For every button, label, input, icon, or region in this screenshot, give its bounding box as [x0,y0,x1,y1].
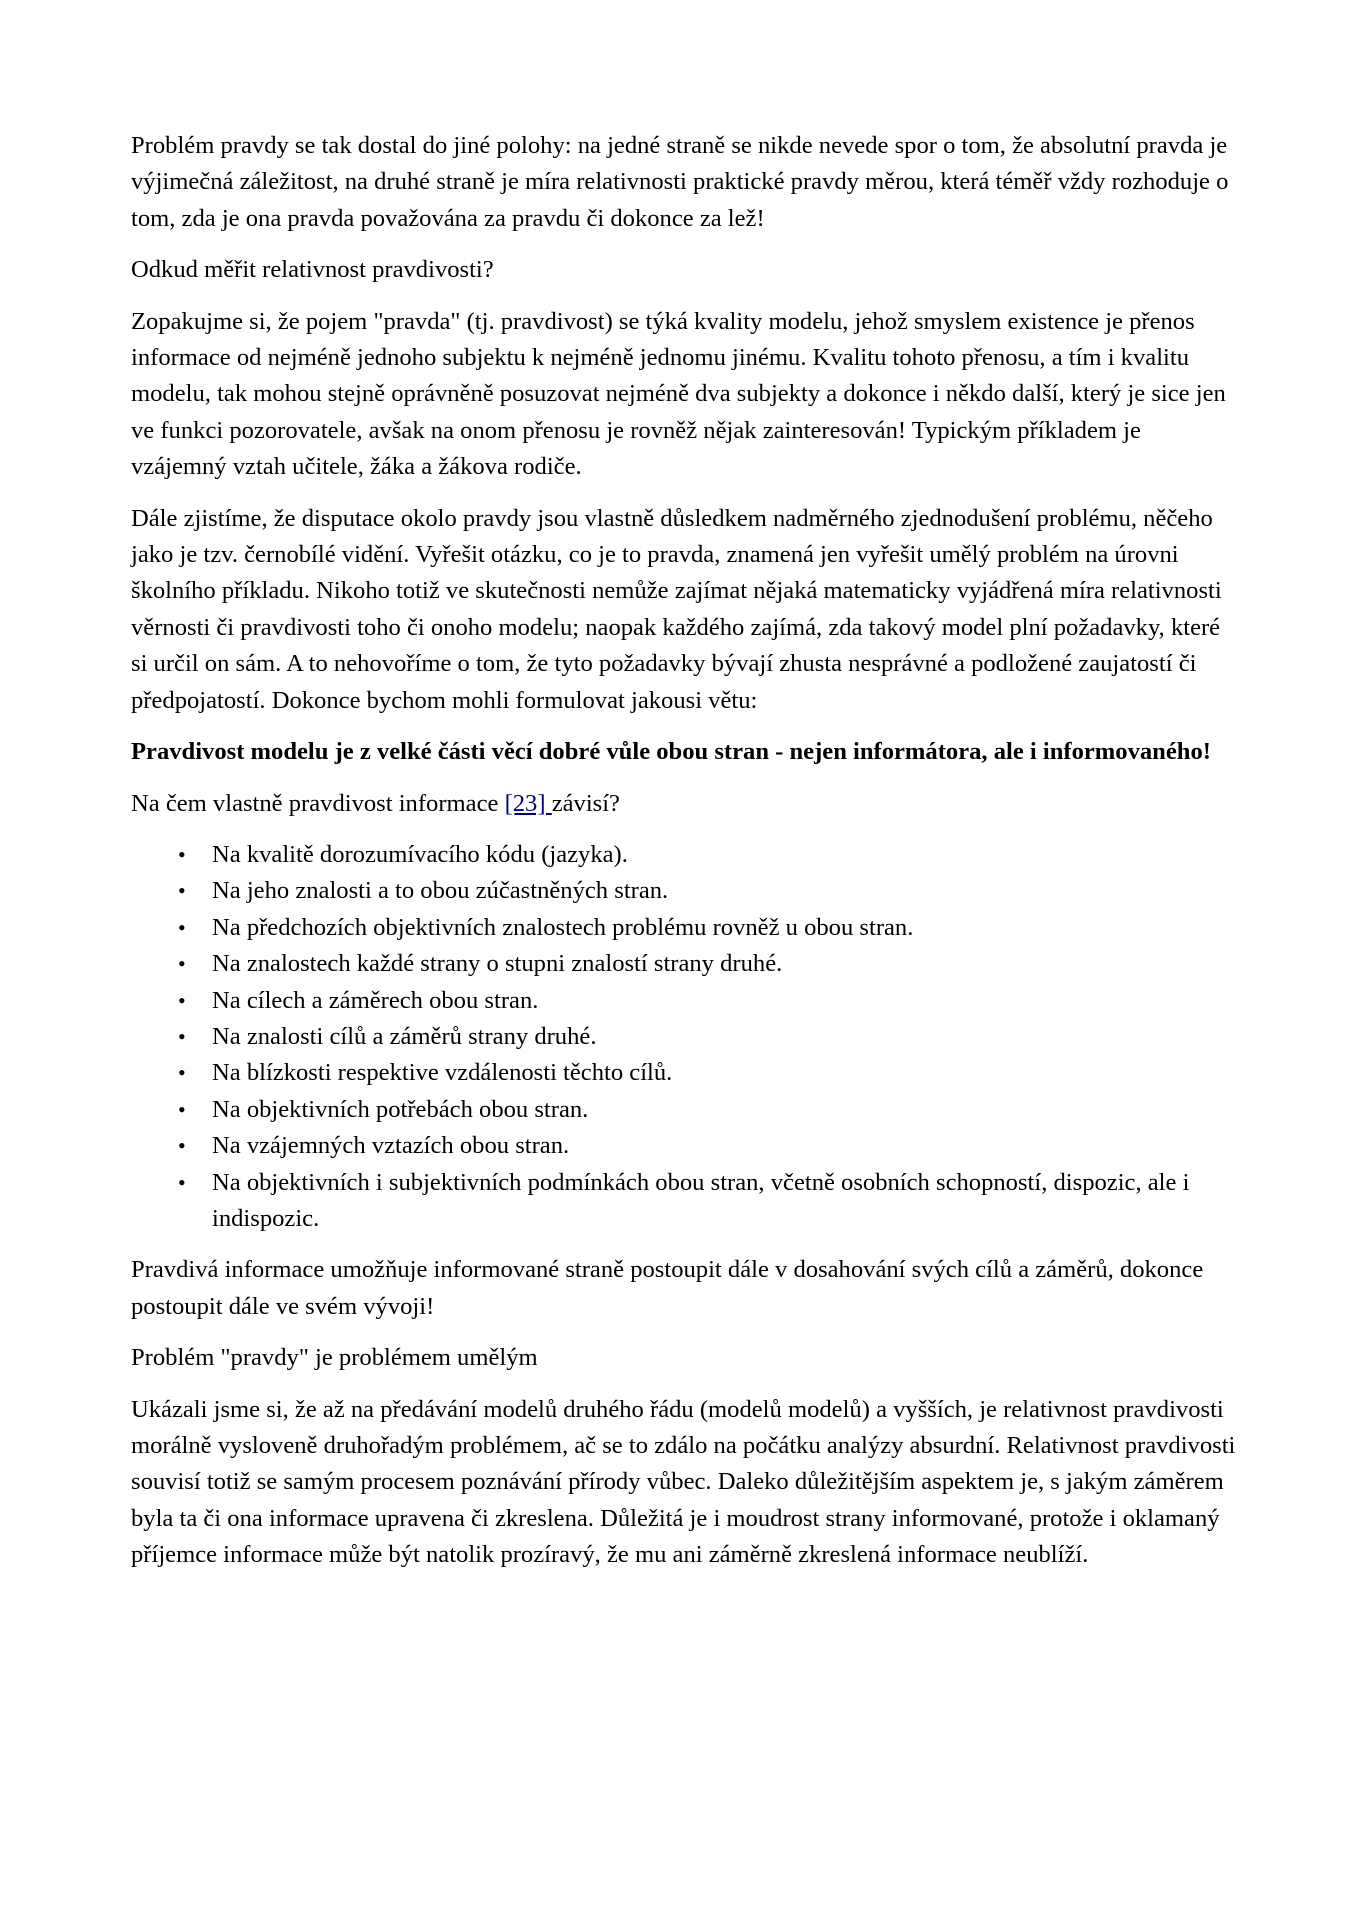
question-text: Na čem vlastně pravdivost informace [131,789,505,817]
paragraph-disputes: Dále zjistíme, že disputace okolo pravdy jsou vlastně důsledkem nadměrného zjednodušení problému, něčeho jako je tzv. černobílé vidění. Vyřešit otázku, co je to pravda, znamená jen vyřešit umělý problém na úrovni školního příkladu. Nikoho totiž ve skutečnosti nemůže zajímat nějaká matematicky vyjádřená míra relativnosti věrnosti či pravdivosti toho či onoho modelu; naopak každého zajímá, zda takový model plní požadavky, které si určil on sám. A to nehovoříme o tom, že tyto požadavky bývají zhusta nesprávné a podložené zaujatostí či předpojatostí. Dokonce bychom mohli formulovat jakousi větu: [131,504,1222,714]
paragraph-problem-of-truth: Problém pravdy se tak dostal do jiné polohy: na jedné straně se nikde nevede spor o tom, že absolutní pravda je výjimečná záležitost, na druhé straně je míra relativnosti praktické pravdy měrou, která téměř vždy rozhoduje o tom, zda je ona pravda považována za pravdu či dokonce za lež! [131,132,1229,232]
bullet-icon: • [178,1060,186,1086]
bullet-icon: • [178,1169,186,1195]
paragraph-conclusion: Ukázali jsme si, že až na předávání modelů druhého řádu (modelů modelů) a vyšších, je relativnost pravdivosti morálně vysloveně druhořadým problémem, ač se to zdálo na počátku analýzy absurdní. Relativnost pravdivosti souvisí totiž se samým procesem poznávání přírody vůbec. Daleko důležitějším aspektem je, s jakým záměrem byla ta či ona informace upravena či zkreslena. Důležitá je i moudrost strany informované, protože i oklamaný příjemce informace může být natolik prozíravý, že mu ani záměrně zkreslená informace neublíží. [131,1395,1236,1569]
list-item [178,1128,1241,1164]
list-item [178,1055,1241,1091]
dependencies-list [131,837,1241,1237]
question-text-end: závisí? [551,789,620,817]
bullet-icon: • [178,878,186,904]
list-item-text: Na objektivních potřebách obou stran. [212,1095,589,1123]
list-item-text: Na znalosti cílů a záměrů strany druhé. [212,1022,597,1050]
bullet-icon: • [178,987,186,1013]
list-item-text: Na vzájemných vztazích obou stran. [212,1132,570,1160]
heading-artificial-problem: Problém "pravdy" je problémem umělým [131,1344,538,1372]
list-item [178,910,1241,946]
bullet-icon: • [178,951,186,977]
bullet-icon: • [178,1023,186,1049]
list-item-text: Na blízkosti respektive vzdálenosti těchto cílů. [212,1059,673,1087]
list-item-text: Na znalostech každé strany o stupni znalostí strany druhé. [212,950,783,978]
bullet-icon: • [178,841,186,867]
list-item [178,1165,1241,1238]
paragraph-true-information: Pravdivá informace umožňuje informované straně postoupit dále v dosahování svých cílů a záměrů, dokonce postoupit dále ve svém vývoji! [131,1256,1204,1320]
question-paragraph [131,786,1241,822]
list-item [178,983,1241,1019]
list-item [178,946,1241,982]
bullet-icon: • [178,914,186,940]
list-item-text: Na jeho znalosti a to obou zúčastněných stran. [212,877,669,905]
list-item-text: Na objektivních i subjektivních podmínkách obou stran, včetně osobních schopností, dispozic, ale i indispozic. [212,1168,1190,1232]
list-item [178,1019,1241,1055]
bold-statement: Pravdivost modelu je z velké části věcí dobré vůle obou stran - nejen informátora, ale i informovaného! [131,738,1211,766]
paragraph-model-quality: Zopakujme si, že pojem "pravda" (tj. pravdivost) se týká kvality modelu, jehož smyslem existence je přenos informace od nejméně jednoho subjektu k nejméně jednomu jinému. Kvalitu tohoto přenosu, a tím i kvalitu modelu, tak mohou stejně oprávněně posuzovat nejméně dva subjekty a dokonce i někdo další, který je sice jen ve funkci pozorovatele, avšak na onom přenosu je rovněž nějak zainteresován! Typickým příkladem je vzájemný vztah učitele, žáka a žákova rodiče. [131,307,1226,481]
heading-where-to-measure: Odkud měřit relativnost pravdivosti? [131,256,494,284]
bullet-icon: • [178,1096,186,1122]
bullet-icon: • [178,1133,186,1159]
list-item [178,873,1241,909]
reference-link-23[interactable]: [23] [504,789,552,817]
list-item-text: Na cílech a záměrech obou stran. [212,986,539,1014]
list-item-text: Na předchozích objektivních znalostech problému rovněž u obou stran. [212,913,914,941]
list-item [178,837,1241,873]
document-page [131,128,1241,1589]
list-item-text: Na kvalitě dorozumívacího kódu (jazyka). [212,840,628,868]
list-item [178,1092,1241,1128]
